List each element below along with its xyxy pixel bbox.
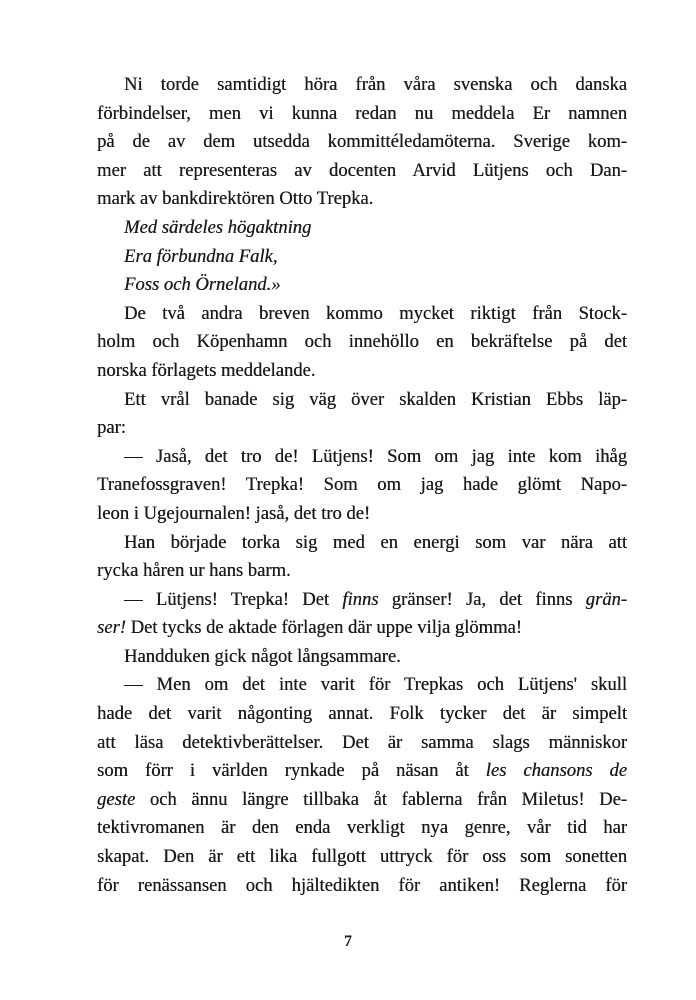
text-line [97,71,627,100]
text-line [97,500,627,529]
text-segment: Det tycks de aktade förlagen där uppe vilja glömma! [125,617,522,639]
text-line [97,700,627,729]
text-line [97,843,627,872]
text-line [97,529,627,558]
text-line [97,586,627,615]
text-segment: Ni torde samtidigt höra från våra svenska och danska [124,74,627,95]
text-line [97,872,627,901]
text-segment: för renässansen och hjältedikten för antiken! Reglerna för [97,874,627,896]
text-segment: De två andra breven kommo mycket riktigt från Stock- [124,302,627,324]
text-line [97,271,627,300]
text-segment: som förr i världen rynkade på näsan åt [97,760,486,782]
text-segment: — Lütjens! Trepka! Det [124,588,343,610]
text-segment: på de av dem utsedda kommittéledamöterna. Sverige kom- [97,131,627,153]
text-line [97,128,627,157]
text-line [97,729,627,758]
text-line [97,671,627,700]
text-segment: gränser! Ja, det finns [378,588,586,610]
text-line [97,328,627,357]
text-line [97,357,627,386]
italic-text: grän- [585,588,627,610]
text-line [97,100,627,129]
italic-text: ser! [97,617,126,639]
text-line [97,214,627,243]
text-line [97,757,627,786]
italic-text: Med särdeles högaktning [124,216,312,238]
text-line [97,471,627,500]
text-segment: tektivromanen är den enda verkligt nya genre, vår tid har [97,817,627,839]
text-line [97,443,627,472]
text-segment: skapat. Den är ett lika fullgott uttryck för oss som sonetten [97,846,627,868]
italic-text: les chansons de [485,760,627,782]
text-segment: förbindelser, men vi kunna redan nu meddela Er namnen [97,102,627,124]
text-segment: — Jaså, det tro de! Lütjens! Som om jag inte kom ihåg [124,445,627,467]
text-line [97,614,627,643]
text-segment: par: [97,417,126,439]
text-segment: att läsa detektivberättelser. Det är samma slags människor [97,731,627,753]
text-segment: Handduken gick något långsammare. [124,645,401,667]
text-line [97,414,627,443]
italic-text: Era förbundna Falk, [124,245,278,267]
text-line [97,157,627,186]
text-segment: Tranefossgraven! Trepka! Som om jag hade glömt Napo- [97,474,627,496]
text-line [97,243,627,272]
text-segment: norska förlagets meddelande. [97,359,316,381]
text-line [97,386,627,415]
text-line [97,786,627,815]
text-segment: mer att representeras av docenten Arvid Lütjens och Dan- [97,159,627,181]
text-segment: leon i Ugejournalen! jaså, det tro de! [97,502,371,524]
book-page-text [97,71,627,900]
text-line [97,643,627,672]
italic-text: Foss och Örneland.» [124,274,281,296]
text-segment: holm och Köpenhamn och innehöllo en bekräftelse på det [97,331,627,353]
text-segment: mark av bankdirektören Otto Trepka. [97,188,374,210]
text-line [97,557,627,586]
text-segment: Han började torka sig med en energi som var nära att [124,531,627,553]
italic-text: geste [97,788,136,810]
text-segment: hade det varit någonting annat. Folk tycker det är simpelt [97,703,627,725]
italic-text: finns [342,588,379,610]
text-segment: — Men om det inte varit för Trepkas och Lütjens' skull [124,674,627,696]
text-line [97,300,627,329]
page-number: 7 [344,933,352,950]
text-segment: Ett vrål banade sig väg över skalden Kristian Ebbs läp- [124,388,627,410]
text-line [97,814,627,843]
text-segment: rycka håren ur hans barm. [97,560,291,582]
text-segment: och ännu längre tillbaka åt fablerna från Miletus! De- [135,788,627,810]
text-line [97,185,627,214]
